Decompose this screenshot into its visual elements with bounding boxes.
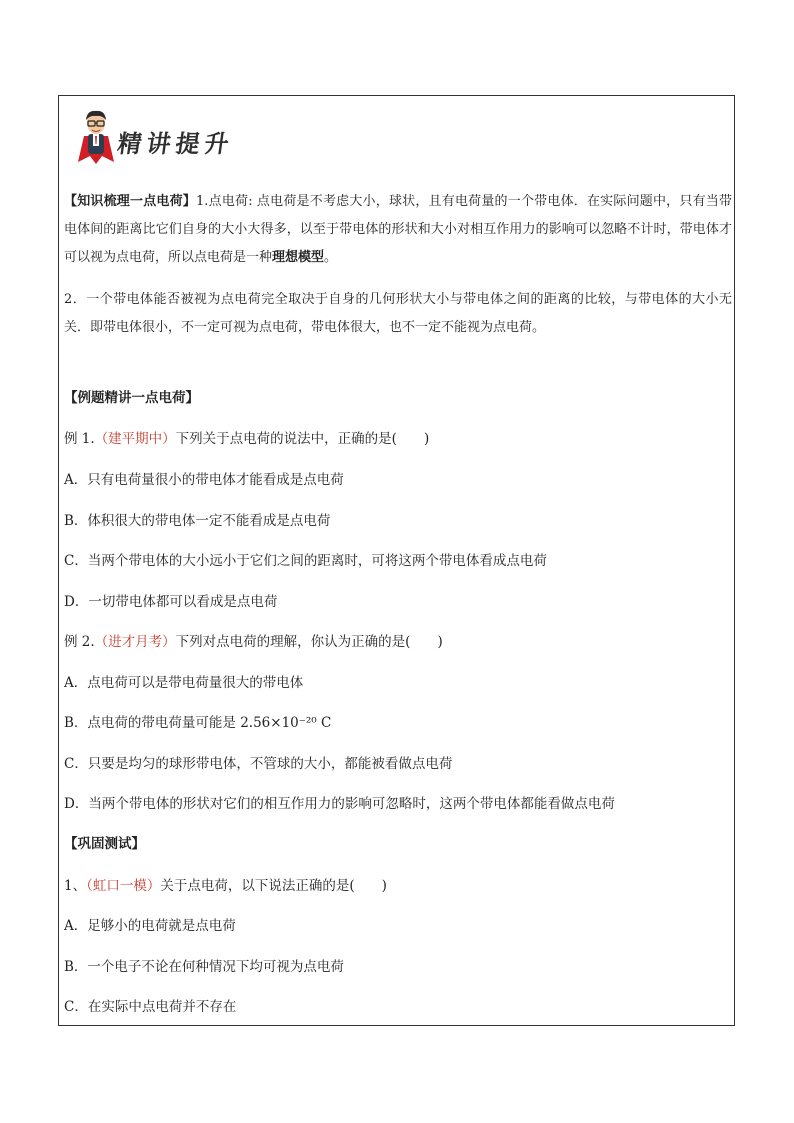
example-1-option-d: D．一切带电体都可以看成是点电荷 — [64, 594, 278, 610]
practice-1-source: （虹口一模） — [86, 878, 161, 894]
practice-1-question: 关于点电荷，以下说法正确的是( ) — [160, 878, 387, 894]
example-1-option-a: A．只有电荷量很小的带电体才能看成是点电荷 — [64, 472, 344, 488]
example-2-option-b: B．点电荷的带电荷量可能是 2.56×10⁻²⁰ C — [64, 715, 332, 731]
header-title: 精讲提升 — [115, 130, 236, 158]
practice-section-title: 【巩固测试】 — [64, 836, 145, 852]
example-2-option-a: A．点电荷可以是带电荷量很大的带电体 — [64, 675, 304, 691]
example-1-question: 下列关于点电荷的说法中，正确的是( ) — [175, 431, 430, 447]
example-section-title: 【例题精讲一点电荷】 — [64, 390, 199, 406]
teacher-mascot-icon — [76, 108, 116, 166]
practice-1-option-a: A．足够小的电荷就是点电荷 — [64, 918, 236, 934]
knowledge-tag: 【知识梳理一点电荷】 — [64, 194, 197, 209]
example-1-option-c: C．当两个带电体的大小远小于它们之间的距离时，可将这两个带电体看成点电荷 — [64, 553, 547, 569]
practice-1-prefix: 1、 — [64, 878, 87, 894]
example-2-option-d: D．当两个带电体的形状对它们的相互作用力的影响可忽略时，这两个带电体都能看做点电荷 — [64, 796, 615, 812]
practice-1-stem — [64, 874, 387, 894]
knowledge-text-1c: 。 — [324, 250, 338, 265]
example-2-prefix: 例 2. — [64, 634, 95, 650]
example-2-option-c: C．只要是均匀的球形带电体，不管球的大小，都能被看做点电荷 — [64, 756, 453, 772]
example-2-stem — [64, 630, 443, 650]
practice-1-option-b: B．一个电子不论在何种情况下均可视为点电荷 — [64, 959, 344, 975]
knowledge-keyword: 理想模型 — [272, 250, 325, 265]
knowledge-paragraph-1 — [64, 188, 732, 272]
knowledge-paragraph-2: 2．一个带电体能否被视为点电荷完全取决于自身的几何形状大小与带电体之间的距离的比较，与带电体的大小无关．即带电体很小，不一定可视为点电荷，带电体很大，也不一定不能视为点电荷。 — [64, 292, 732, 335]
example-1-source: （建平期中） — [94, 431, 176, 447]
practice-1-option-c: C．在实际中点电荷并不存在 — [64, 999, 237, 1015]
example-2-question: 下列对点电荷的理解，你认为正确的是( ) — [175, 634, 443, 650]
example-1-stem — [64, 427, 429, 447]
knowledge-text-1a: 1.点电荷: 点电荷是不考虑大小，球状，且有电荷量的一个带电体．在实际问题中，只有当带电体间的距离比它们自身的大小大得多，以至于带电体的形状和大小对相互作用力的影响可以忽略不计时，带电体才可以视为点电荷，所以点电荷是一种 — [64, 194, 732, 265]
example-1-prefix: 例 1. — [64, 431, 95, 447]
example-1-option-b: B．体积很大的带电体一定不能看成是点电荷 — [64, 513, 331, 529]
knowledge-block — [64, 188, 732, 342]
example-2-source: （进才月考） — [94, 634, 176, 650]
